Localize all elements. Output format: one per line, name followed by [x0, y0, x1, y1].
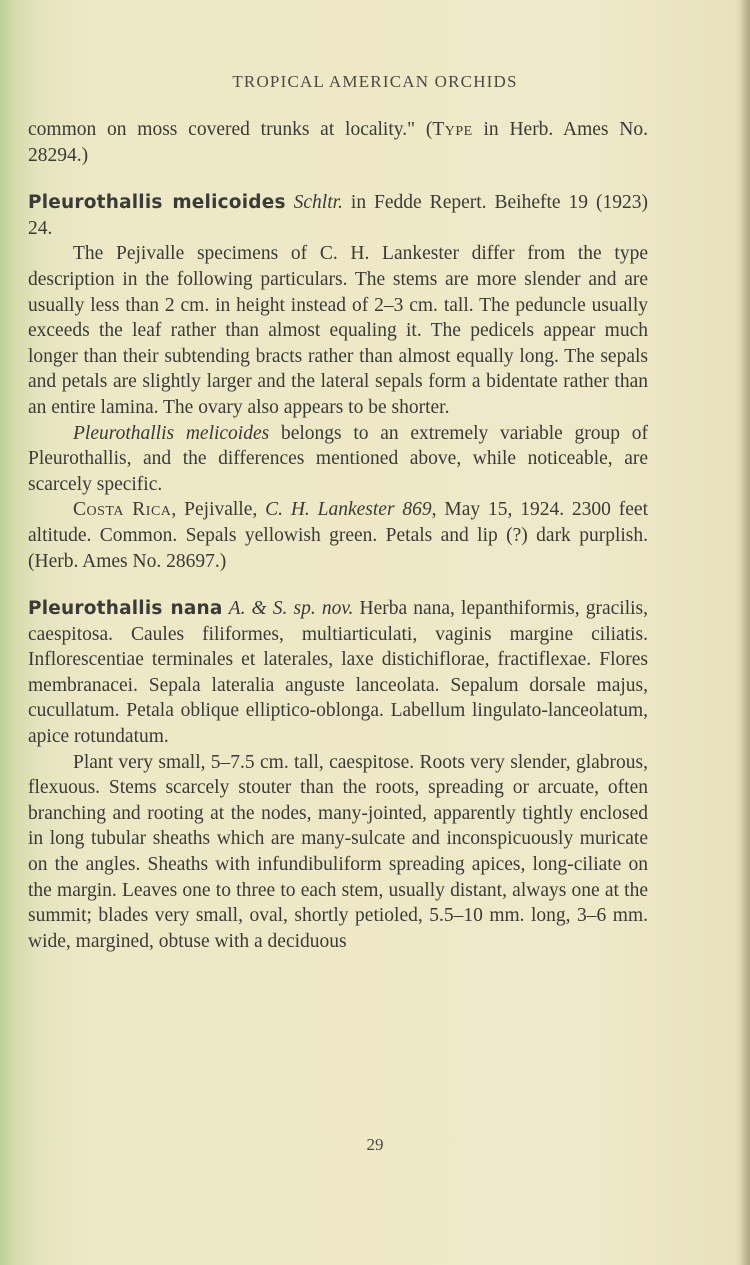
- type-label: Type: [432, 119, 473, 140]
- species-heading-nana: [28, 596, 648, 750]
- paragraph-continuation: [28, 117, 648, 168]
- paragraph-variability: [28, 421, 648, 498]
- specimen-text: , May 15, 1924. 2300 feet altitude. Common. Sepals yellowish green. Petals and lip (?) dark purplish. (Herb. Ames No. 28697.): [28, 499, 649, 572]
- continuation-tail: in Herb. Ames No. 28294.): [28, 119, 648, 166]
- page-number: 29: [366, 1135, 384, 1154]
- locality-text: , Pejivalle,: [171, 499, 266, 521]
- species-name-italic: Pleurothallis melicoides: [73, 422, 270, 444]
- species-heading-melicoides: [28, 190, 648, 241]
- latin-diagnosis: Herba nana, lepanthiformis, gracilis, caespitosa. Caules filiformes, multiarticulati, vaginis margine ciliatis. Inflorescentiae terminales et laterales, laxe distichiflorae, fractiflexae. Flores membranacei. Sepala lateralia anguste lanceolata. Sepalum dorsale majus, cucullatum. Petala oblique elliptico-oblonga. Labellum lingulato-lanceolatum, apice rotundatum.: [28, 598, 648, 748]
- species-name: Pleurothallis nana: [28, 598, 223, 620]
- species-name: Pleurothallis melicoides: [28, 192, 286, 214]
- running-head: TROPICAL AMERICAN ORCHIDS: [232, 72, 518, 91]
- citation-text: in Fedde Repert. Beihefte 19 (1923) 24.: [28, 192, 648, 239]
- species-author: Schltr.: [293, 192, 343, 214]
- collector-number: C. H. Lankester 869: [265, 499, 432, 521]
- paragraph-differences: The Pejivalle specimens of C. H. Lankester differ from the type description in the following particulars. The stems are more slender and are usually less than 2 cm. in height instead of 2–3 cm. tall. The peduncle usually exceeds the leaf rather than almost equaling it. The pedicels appear much longer than their subtending bracts rather than almost equally long. The sepals and petals are slightly larger and the lateral sepals form a bidentate rather than an entire lamina. The ovary also appears to be shorter.: [28, 243, 648, 418]
- country-name: Costa Rica: [73, 499, 172, 521]
- paragraph-description: Plant very small, 5–7.5 cm. tall, caespitose. Roots very slender, glabrous, flexuous. Stems scarcely stouter than the roots, spreading or arcuate, often branching and rooting at the nodes, many-jointed, apparently tightly enclosed in long tubular sheaths which are many-sulcate and inconspicuously muricate on the angles. Sheaths with infundibuliform spreading apices, long-ciliate on the margin. Leaves one to three to each stem, usually distant, always one at the summit; blades very small, oval, shortly petioled, 5.5–10 mm. long, 3–6 mm. wide, margined, obtuse with a deciduous: [28, 751, 648, 952]
- continuation-text: common on moss covered trunks at locality." (: [28, 119, 433, 140]
- variability-text: belongs to an extremely variable group of Pleurothallis, and the differences mentioned above, while noticeable, are scarcely specific.: [28, 422, 648, 495]
- page-edge-shadow: [740, 0, 750, 1265]
- paragraph-specimen: [28, 497, 648, 574]
- body-text: [28, 117, 648, 954]
- species-author: A. & S. sp. nov.: [228, 598, 354, 620]
